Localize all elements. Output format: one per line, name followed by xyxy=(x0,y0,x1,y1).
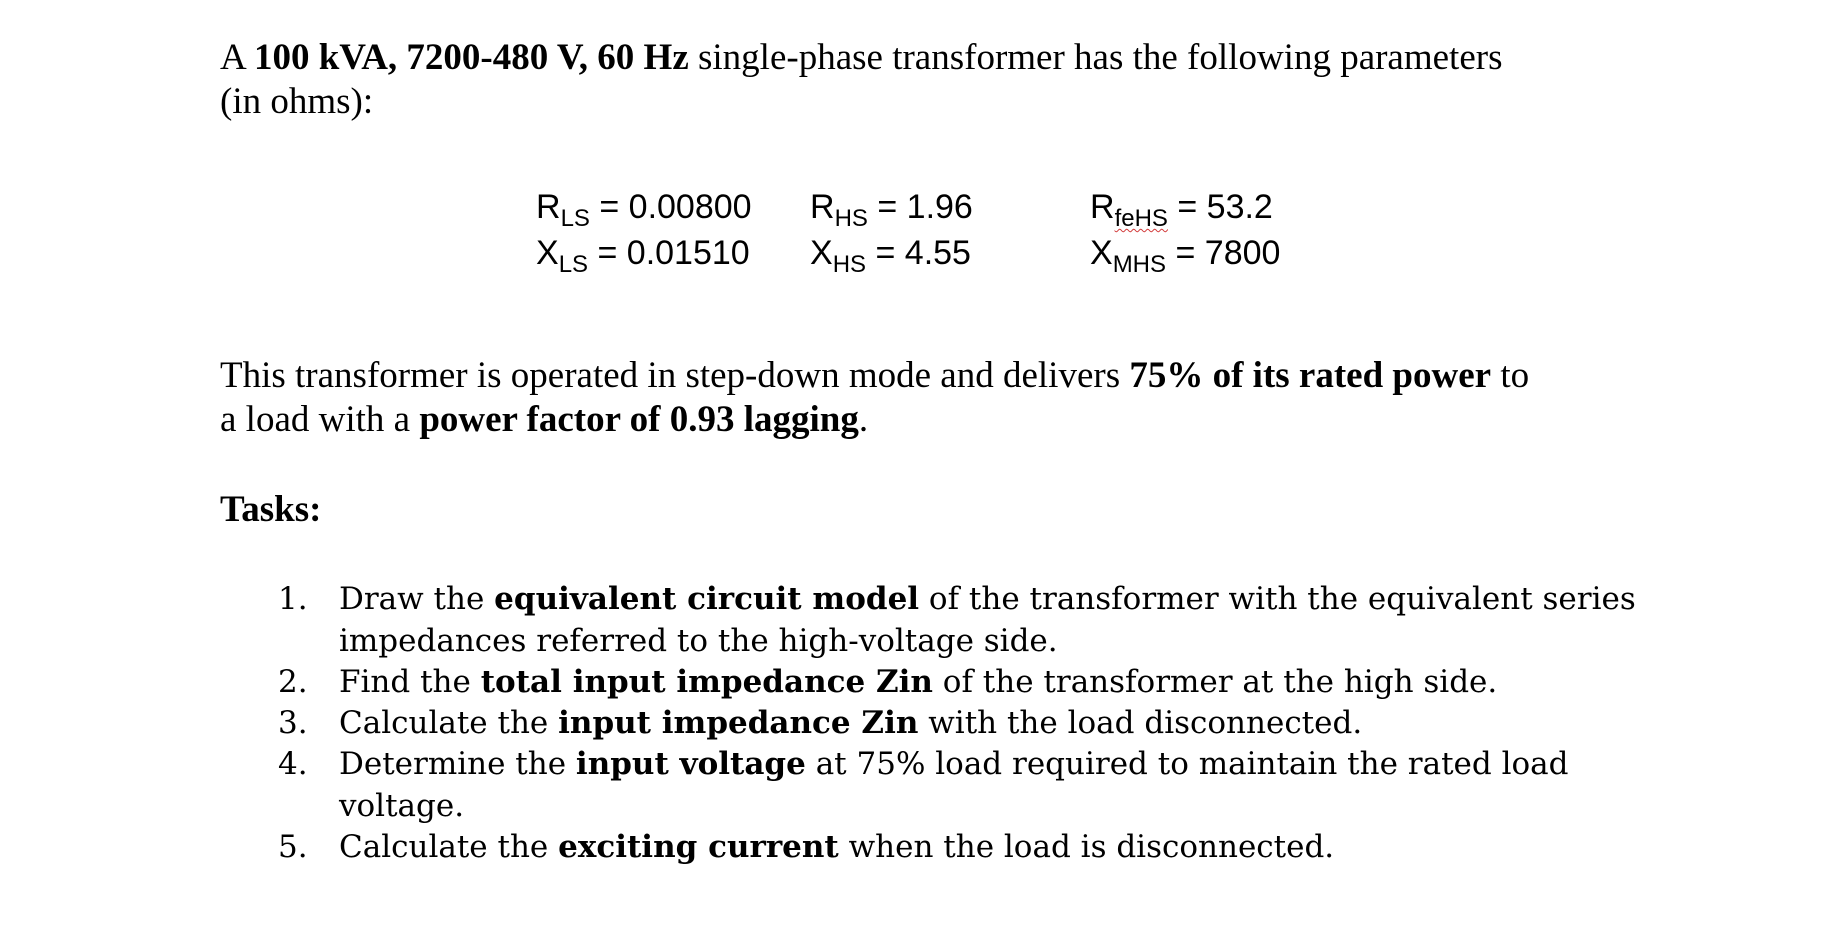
param-xmhs: $X_{MHS} = 7800$ xyxy=(1090,234,1281,278)
task-number: 4. xyxy=(278,746,308,782)
intro-units: (in ohms): xyxy=(220,81,374,122)
operation-paragraph-line2: a load with a power factor of 0.93 lagging. xyxy=(220,399,869,440)
tasks-heading: Tasks: xyxy=(220,489,322,530)
operation-paragraph: This transformer is operated in step-down mode and delivers 75% of its rated power to xyxy=(220,355,1530,396)
param-xhs: $X_{HS} = 4.55$ xyxy=(810,234,971,278)
task-number: 5. xyxy=(278,829,308,865)
task-text: Calculate the input impedance Zin with the load disconnected. xyxy=(339,705,1363,741)
intro-text: A xyxy=(220,37,254,78)
rated-power-fraction: 75% of its rated power xyxy=(1129,355,1492,396)
intro-paragraph xyxy=(220,36,1502,79)
param-rfehs: $R_{feHS} = 53.2$ xyxy=(1090,188,1273,232)
param-rhs: $R_{HS} = 1.96$ xyxy=(810,188,973,232)
task-text: Calculate the exciting current when the load is disconnected. xyxy=(339,829,1335,865)
param-rls: $R_{LS} = 0.00800$ xyxy=(536,188,752,232)
power-factor: power factor of 0.93 lagging xyxy=(419,399,859,440)
task-number: 1. xyxy=(278,581,308,617)
intro-paragraph-line2 xyxy=(220,80,373,123)
task-number: 2. xyxy=(278,664,308,700)
task-number: 3. xyxy=(278,705,308,741)
task-text: Determine the input voltage at 75% load required to maintain the rated load xyxy=(339,746,1569,782)
task-text: Draw the equivalent circuit model of the transformer with the equivalent series xyxy=(339,581,1636,617)
transformer-rating: 100 kVA, 7200-480 V, 60 Hz xyxy=(253,37,689,78)
task-text: Find the total input impedance Zin of the transformer at the high side. xyxy=(339,664,1498,700)
intro-text-rest: single-phase transformer has the following parameters xyxy=(688,37,1503,78)
param-xls: $X_{LS} = 0.01510$ xyxy=(536,234,750,278)
